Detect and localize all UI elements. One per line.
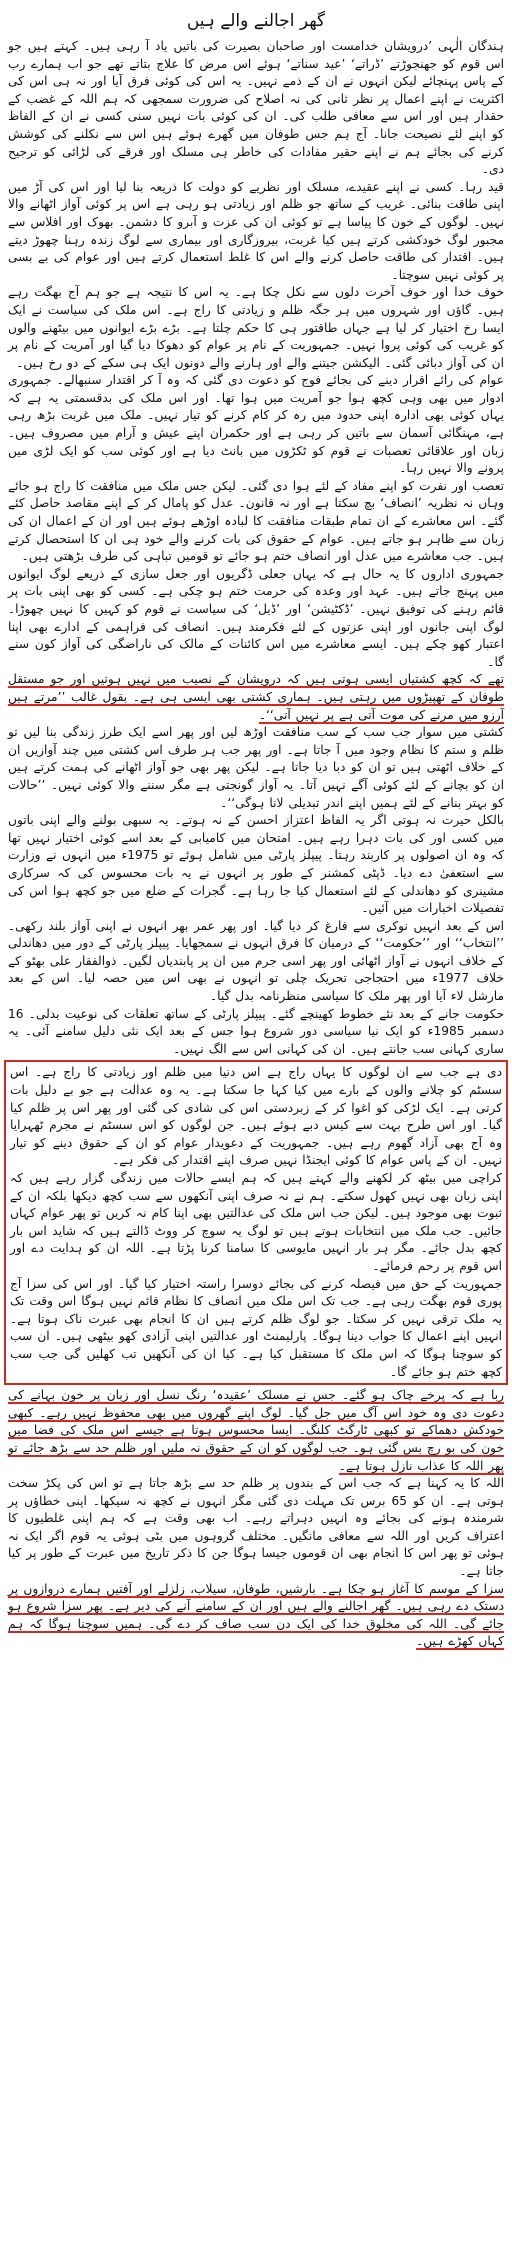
article-body [8, 38, 504, 1651]
highlighted-paragraph: سزا کے موسم کا آغاز ہو چکا ہے۔ بارشیں، طوفان، سیلاب، زلزلے اور آفتیں ہمارے دروازوں پر دستک دے رہی ہیں۔ گھر اجالنے والے ہیں اور ان کے سامنے آنے کی دیر ہے۔ پھر سزا شروع ہو جائے گی۔ اللہ کی مخلوق خدا کی ایک دن سب صاف کر دے گی۔ ہمیں سوچنا ہوگا کہ ہم کہاں کھڑے ہیں۔ [8, 1581, 504, 1649]
article-paragraph: اللہ کا یہ کہنا ہے کہ جب اس کے بندوں پر ظلم حد سے بڑھ جاتا ہے تو اس کی پکڑ سخت ہوتی ہے۔ ان کو 65 برس تک مہلت دی گئی مگر انہوں نے کچھ نہ سیکھا۔ اپنی خطاؤں پر شرمندہ ہونے کی بجائے وہ انہیں دہراتے رہے۔ اب بھی وقت ہے کہ ہم اپنی غلطیوں کا اعتراف کریں اور اللہ سے معافی مانگیں۔ مختلف گروہوں میں بٹی ہوئی یہ قوم اگر ایک نہ ہوئی تو پھر اس کا انجام بھی ان قوموں جیسا ہوگا جن کا ذکر تاریخ میں عبرت کے طور پر کیا جاتا ہے۔ [8, 1476, 505, 1579]
article-paragraph: بالکل حیرت نہ ہوتی اگر یہ الفاظ اعتزاز احسن کے نہ ہوتے۔ یہ سبھی بولنے والے اپنی باتوں میں کسی اور کی بات دہرا رہے ہیں۔ امتحان میں کامیابی کے بعد اسے کوئی اختیار نہیں تھا کہ وہ ان اصولوں پر کاربند رہتا۔ پیپلز پارٹی میں شامل ہوئے تو 1975ء میں انہوں نے وزارت سے استعفیٰ دے دیا۔ ڈپٹی کمشنر کے طور پر انہوں نے یہ بات محسوس کی کہ سرکاری مشینری کو دھاندلی کے لئے استعمال کیا جا رہا ہے۔ گجرات کے ضلع میں جو کچھ ہوا اس کی تفصیلات اخبارات میں آئیں۔ [8, 813, 504, 916]
highlighted-paragraph: تھے کہ کچھ کشتیاں ایسی ہوتی ہیں کہ درویشان کے نصیب میں نہیں ہوتیں اور جو مستقل طوفان کے تھپیڑوں میں رہتی ہیں۔ ہماری کشتی بھی ایسی ہی ہے۔ بقول غالب ’’مرتے ہیں آرزو میں مرنے کی موت آتی ہے پر نہیں آتی‘‘۔ [8, 672, 504, 722]
boxed-passage [4, 1060, 508, 1385]
article-paragraph: خوف خدا اور خوف آخرت دلوں سے نکل چکا ہے۔ یہ اس کا نتیجہ ہے جو ہم آج بھگت رہے ہیں۔ گاؤں اور شہروں میں ہر جگہ ظلم و زیادتی کا راج ہے۔ اس ملک کی سیاست نے ایک ایسا رخ اختیار کر لیا ہے جہاں طاقتور ہی کا حکم چلتا ہے۔ بڑے بڑے ایوانوں میں بیٹھنے والوں کو غریب کی کوئی پروا نہیں۔ جمہوریت کے نام پر عوام کو دھوکا دیا گیا اور آمریت کے نام پر ان کی آواز دبائی گئی۔ الیکشن جیتنے والے اور ہارنے والے دونوں ایک ہی سکے کے دو رخ ہیں۔ [8, 285, 504, 370]
article-paragraph: کراچی میں بیٹھ کر لکھنے والے کہتے ہیں کہ ہم ایسے حالات میں زندگی گزار رہے ہیں کہ اپنی زبان بھی نہیں کھول سکتے۔ ہم نے نہ صرف اپنی آنکھوں سے سب کچھ دیکھا بلکہ ان کے ثبوت بھی موجود ہیں۔ لیکن جب اس ملک کی عدالتیں بھی اپنا کام نہ کریں تو پھر عوام کہاں جائیں۔ جب ملک میں انتخابات ہوتے ہیں تو لوگ یہ سوچ کر ووٹ ڈالتے ہیں کہ شاید اس بار کچھ بدل جائے۔ مگر ہر بار انہیں مایوسی کا سامنا کرنا پڑتا ہے۔ اللہ ان کو ہدایت دے اور اس قوم پر رحم فرمائے۔ [10, 1171, 502, 1273]
article-paragraph: جمہوریت کے حق میں فیصلہ کرنے کی بجائے دوسرا راستہ اختیار کیا گیا۔ اور اس کی سزا آج پوری قوم بھگت رہی ہے۔ جب تک اس ملک میں انصاف کا نظام قائم نہیں ہوگا اس وقت تک یہ ملک ترقی نہیں کر سکتا۔ جو لوگ ظلم کرتے ہیں ان کا انجام بھی عبرت ناک ہوتا ہے۔ انہیں اپنے اعمال کا جواب دینا ہوگا۔ پارلیمنٹ اور عدالتیں اپنی آزادی کھو بیٹھی ہیں۔ ان سب کو سوچنا ہوگا کہ اس ملک کا مستقبل کیا ہے۔ کیا ان کی آنکھیں تب کھلیں گی جب سب کچھ ختم ہو جائے گا۔ [10, 1276, 502, 1379]
article-paragraph: عوام کی رائے اقرار دینے کی بجائے فوج کو دعوت دی گئی کہ وہ آ کر اقتدار سنبھالے۔ جمہوری ادوار میں بھی وہی کچھ ہوا جو آمریت میں ہوا تھا۔ اور اس ملک کی بدقسمتی یہ ہے کہ یہاں کوئی بھی ادارہ اپنی حدود میں رہ کر کام کرنے کو تیار نہیں۔ ملک میں غربت بڑھ رہی ہے، مہنگائی آسمان سے باتیں کر رہی ہے اور حکمران اپنے عیش و آرام میں مصروف ہیں۔ زبان اور علاقائی تعصبات نے قوم کو ٹکڑوں میں بانٹ دیا ہے اور کوئی سب کو ایک لڑی میں پرونے والا نہیں رہا۔ [8, 373, 504, 476]
article-paragraph: ہندگان الٰہی ’درویشان خدامست اور صاحبان بصیرت کی باتیں یاد آ رہی ہیں۔ کہتے ہیں جو اس قوم کو جھنجوڑتے ’ڈراتے‘ ’عید سناتے‘ ہوئے اس مرض کا علاج بتاتے تھے جو اب ہمارے رب کے پاس پہنچائے لیکن انہوں نے ان کے ذمے نہیں۔ یہ اس کی کوئی فرق آیا اور نہ ہی اس کی اکثریت نے اپنے اعمال پر نظر ثانی کی نہ اصلاح کی ضرورت سمجھی کہ ہم اللہ کے غضب کے حقدار ہیں اور اس سے معافی طلب کی۔ ان کی کوئی بات نہیں سنی کسی نے ان کے الفاظ کو اپنے لئے نصیحت جانا۔ آج ہم جس طوفان میں گھرے ہوئے ہیں اس سے نکلنے کی کوشش کرنے کی بجائے ہم نے اپنے حقیر مفادات کی خاطر ہی مسلک اور فرقے کی لڑائی کو ترجیح دی۔ [8, 39, 504, 177]
article-paragraph: جمہوری اداروں کا یہ حال ہے کہ یہاں جعلی ڈگریوں اور جعل سازی کے ذریعے لوگ ایوانوں میں پہنچ جاتے ہیں۔ عہد اور وعدہ کی حرمت ختم ہو چکی ہے۔ کسی کو بھی اپنی بات پر قائم رہنے کی توفیق نہیں۔ ’ڈکٹیشن‘ اور ’ڈیل‘ کی سیاست نے قوم کو کہیں کا نہیں چھوڑا۔ لوگ اپنی جانوں اور اپنی عزتوں کے لئے فکرمند ہیں۔ انصاف کی فراہمی کے ادارے بھی اپنا اعتبار کھو چکے ہیں۔ ایسے معاشرے میں اس کائنات کے مالک کی ناراضگی کی آواز کون سنے گا۔ [8, 566, 504, 669]
article-paragraph: اس کے بعد انہیں نوکری سے فارغ کر دیا گیا۔ اور پھر عمر بھر انہوں نے اپنی آواز بلند رکھی۔ ’’انتخاب‘‘ اور ’’حکومت‘‘ کے درمیان کا فرق انہوں نے سمجھایا۔ پیپلز پارٹی کے دور میں دھاندلی کے خلاف انہوں نے آواز اٹھائی اور پھر اسی جرم میں ان پر پابندیاں لگیں۔ ذوالفقار علی بھٹو کے خلاف 1977ء میں احتجاجی تحریک چلی تو انہوں نے بھی اس میں حصہ لیا۔ اس کے بعد مارشل لاء آیا اور پھر ملک کا سیاسی منظرنامہ بدل گیا۔ [8, 918, 504, 1004]
article-title: گھر اجالنے والے ہیں [186, 11, 326, 31]
article-paragraph: قید رہا۔ کسی نے اپنے عقیدے، مسلک اور نظریے کو دولت کا ذریعہ بنا لیا اور اس کی آڑ میں اپنی طاقت بنائی۔ غریب کے ساتھ جو ظلم اور زیادتی ہو رہی ہے اس پر کوئی آواز اٹھانے والا نہیں۔ لوگوں کے خون کا پیاسا ہے تو کوئی ان کی عزت و آبرو کا دشمن۔ بھوک اور افلاس سے مجبور لوگ خودکشی کرتے ہیں کیا غربت، بیروزگاری اور بیماری سے لوگ زندہ رہنا چھوڑ دیتے ہیں۔ اقتدار کی طاقت حاصل کرنے والے اس کا غلط استعمال کرتے ہیں اور عوام کی بے بسی پر کوئی نہیں سوچتا۔ [8, 179, 504, 282]
article-paragraph: حکومت جانے کے بعد نئے خطوط کھینچے گئے۔ پیپلز پارٹی کے ساتھ تعلقات کی نوعیت بدلی۔ 16 دسمبر 1985ء کو ایک نیا سیاسی دور شروع ہوا جس کے بعد ایک نئی دلیل سامنے آئی۔ یہ ساری کہانی سب جانتے ہیں۔ ان کی کہانی اس سے الگ نہیں۔ [8, 1006, 504, 1056]
highlighted-paragraph: ربا ہے کہ پرخے چاک ہو گئے۔ جس نے مسلک ’عقیدہ‘ رنگ نسل اور زبان پر خون بہانے کی دعوت دی وہ خود اس آگ میں جل گیا۔ لوگ اپنے گھروں میں بھی محفوظ نہیں رہے۔ کبھی خودکش دھماکے تو کبھی ٹارگٹ کلنگ۔ ایسا محسوس ہوتا ہے جیسے اس ملک کی فضا میں خون کی بو رچ بس گئی ہو۔ جب لوگوں کو ان کے حقوق نہ ملیں اور ظلم حد سے بڑھ جائے تو پھر اللہ کا عذاب نازل ہوتا ہے۔ [8, 1388, 504, 1473]
article-paragraph: کشتی میں سوار جب سب کے سب منافقت اوڑھ لیں اور پھر اسے ایک طرز زندگی بنا لیں تو ظلم و ستم کا نظام وجود میں آ جاتا ہے۔ اور پھر جب ہر طرف اس کشتی میں چند آوازیں ان کے خلاف اٹھتی ہیں تو ان کو دبا دیا جاتا ہے۔ لیکن پھر بھی جو آواز اٹھانے کی ہمت کرتے ہیں ان کو بچانے کے لئے کوئی آگے نہیں آتا۔ یہ آواز گونجتی ہے مگر سننے والا کوئی نہیں۔ ’’حالات کو بہتر بنانے کے لئے ہمیں اپنے اندر تبدیلی لانا ہوگی‘‘۔ [8, 725, 504, 810]
article-paragraph: تعصب اور نفرت کو اپنے مفاد کے لئے ہوا دی گئی۔ لیکن جس ملک میں منافقت کا راج ہو جائے وہاں نہ نظریہ ’انصاف‘ بچ سکتا ہے اور نہ قانون۔ عدل کو پامال کر کے اپنے مقاصد حاصل کئے گئے۔ اس معاشرے کے ان تمام طبقات منافقت کا لبادہ اوڑھے ہوئے ہیں اور ان کے اعمال ان کی زبان سے ظاہر ہو جاتے ہیں۔ عوام کے حقوق کی بات کرنے والے خود ہی ان کا استحصال کرتے ہیں۔ جب معاشرے میں عدل اور انصاف ختم ہو جائے تو قومیں تباہی کی طرف بڑھتی ہیں۔ [8, 478, 504, 564]
article-paragraph: دی ہے جب سے ان لوگوں کا یہاں راج ہے اس دنیا میں ظلم اور زیادتی کا راج ہے۔ اس سسٹم کو چلانے والوں کے بارے میں کیا کہا جا سکتا ہے۔ یہ وہ عدالت ہے جو بے دلیل بات کرتی ہے۔ ایک لڑکی کو اغوا کر کے زبردستی اس کی شادی کی گئی اور پھر اس پر ظلم کیا گیا۔ اور اس طرح بہت سے کیس دبے ہوئے ہیں۔ جن لوگوں کو اس سسٹم نے مجرم ٹھہرایا وہ آج بھی آزاد گھوم رہے ہیں۔ جمہوریت کے دعویدار عوام کو ان کے حقوق دینے کو تیار نہیں۔ ان کے پاس عوام کا کوئی ایجنڈا نہیں صرف اپنے اقتدار کی فکر ہے۔ [10, 1065, 502, 1168]
